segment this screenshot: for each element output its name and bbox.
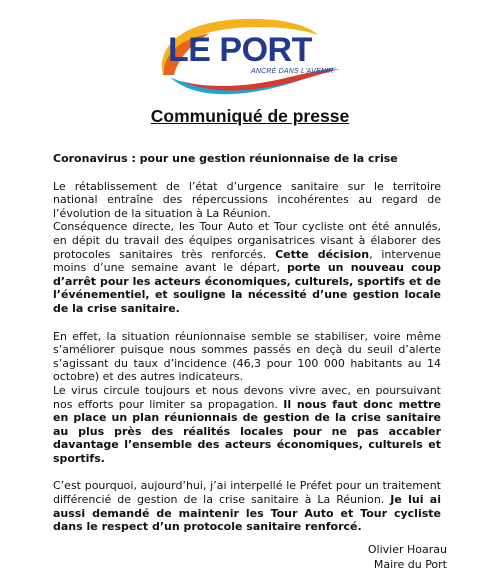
paragraph-1b <box>53 220 441 315</box>
paragraph-1a: Le rétablissement de l’état d’urgence sanitaire sur le territoire national entraîne des répercussions incohérentes au regard de l’évolution de la situation à La Réunion. <box>53 179 441 220</box>
p2-text-1: Le virus circule toujours et nous devons vivre avec, en poursuivant nos efforts pour limiter sa propagation. <box>53 383 441 411</box>
p2-bold-1: Il nous faut donc mettre en place un plan réunionnais de gestion de la crise sanitaire au plus près des réalités locales pour ne pas accabler davantage l’ensemble des acteurs économiques, culturels et sportifs. <box>53 397 441 465</box>
press-release-body <box>53 152 441 534</box>
paragraph-2b <box>53 384 441 466</box>
logo-wordmark: LE PORT <box>168 31 312 69</box>
subject-line: Coronavirus : pour une gestion réunionnaise de la crise <box>53 152 398 165</box>
paragraph-3 <box>53 479 441 533</box>
page-title: Communiqué de presse <box>150 106 350 126</box>
signature-role: Maire du Port <box>373 558 447 571</box>
logo-tagline: ANCRÉ DANS L'AVENIR <box>251 68 334 75</box>
p1-text-1: Conséquence directe, les Tour Auto et Tour cycliste ont été annulés, en dépit du travail des équipes organisatrices visant à élaborer des protocoles sanitaires très renforcés. <box>53 220 441 261</box>
p1-bold-2: porte un nouveau coup d’arrêt pour les acteurs économiques, culturels, sportifs et de l’événementiel, et souligne la nécessité d’une gestion locale de la crise sanitaire. <box>53 261 441 315</box>
p1-bold-1: Cette décision <box>275 247 370 261</box>
p3-text-1: C’est pourquoi, aujourd’hui, j’ai interpellé le Préfet pour un traitement différencié de gestion de la crise sanitaire à La Réunion. <box>53 479 441 507</box>
p3-bold-1: Je lui ai aussi demandé de maintenir les Tour Auto et Tour cycliste dans le respect d’un protocole sanitaire renforcé. <box>53 493 441 534</box>
signature-name: Olivier Hoarau <box>367 543 447 556</box>
p1-text-2: , intervenue moins d’une semaine avant le départ, <box>53 247 441 275</box>
signature-block <box>368 542 447 572</box>
paragraph-2a: En effet, la situation réunionnaise semble se stabiliser, voire même s’améliorer puisque nous sommes passés en deçà du seuil d’alerte s’agissant du taux d’incidence (46,3 pour 100 000 habitants au 14 octobre) et des autres indicateurs. <box>53 329 441 384</box>
